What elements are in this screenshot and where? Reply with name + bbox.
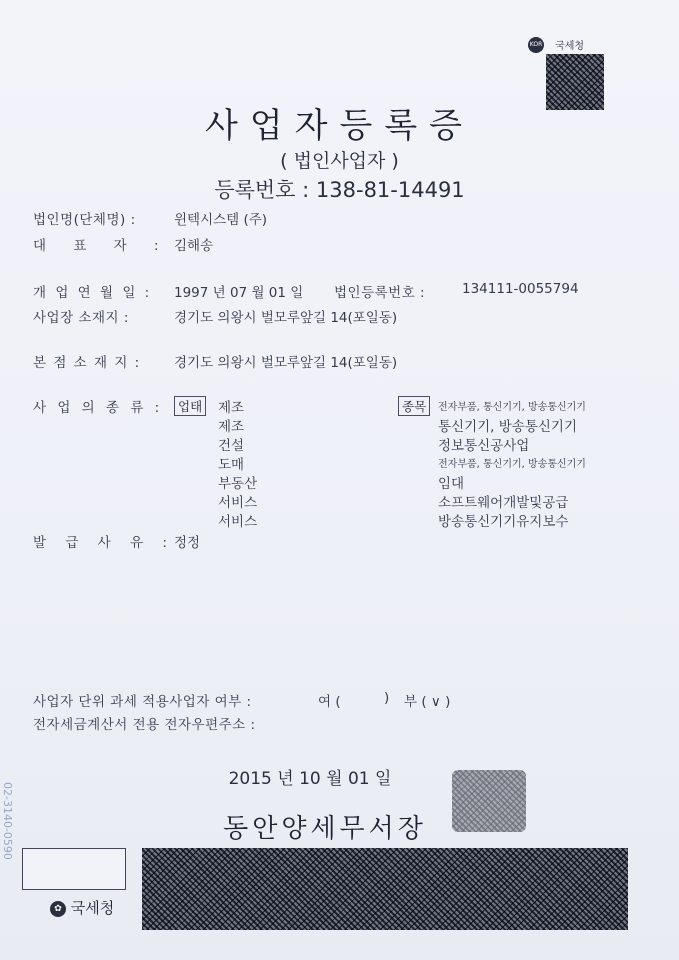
site-address-label: 사업장 소재지 :	[33, 310, 129, 326]
corp-name-label: 법인명(단체명) :	[33, 212, 136, 228]
jongmok-box-label: 종목	[398, 396, 430, 416]
uptae-item: 도매	[218, 457, 245, 473]
business-type-label: 사 업 의 종 류 :	[33, 400, 160, 416]
rep-value: 김해송	[174, 238, 214, 254]
corp-reg-no-label: 법인등록번호 :	[334, 285, 426, 301]
hq-address-label: 본 점 소 재 지 :	[33, 355, 140, 371]
reg-number-label: 등록번호 :	[214, 178, 310, 202]
open-date-value: 1997 년 07 월 01 일	[174, 285, 304, 301]
nts-logo-icon: ✿	[50, 901, 66, 917]
jongmok-item: 방송통신기기유지보수	[438, 514, 569, 530]
uptae-item: 서비스	[218, 514, 258, 530]
uptae-item: 건설	[218, 438, 245, 454]
bottom-logo-label: 국세청	[70, 899, 115, 917]
top-seal-label: 국세청	[555, 41, 585, 52]
jongmok-item: 임대	[438, 476, 465, 492]
jongmok-item: 소프트웨어개발및공급	[438, 495, 569, 511]
e-tax-email-label: 전자세금계산서 전용 전자우편주소 :	[33, 717, 256, 733]
page-title: 사업자등록증	[204, 106, 475, 146]
unit-tax-label: 사업자 단위 과세 적용사업자 여부 :	[33, 694, 252, 710]
issuing-office: 동안양세무서장	[223, 814, 427, 844]
registration-number	[0, 174, 679, 204]
jongmok-item: 정보통신공사업	[438, 438, 530, 454]
issue-date: 2015 년 10 월 01 일	[228, 769, 392, 789]
page-subtitle: ( 법인사업자 )	[280, 150, 399, 172]
official-seal-stamp	[452, 770, 526, 832]
open-date-label: 개 업 연 월 일 :	[33, 285, 150, 301]
reg-number-value: 138-81-14491	[315, 178, 465, 202]
handwritten-phone: 02-3140-0590	[1, 782, 14, 860]
site-address-value: 경기도 의왕시 벌모루앞길 14(포일동)	[174, 310, 398, 326]
hq-address-value: 경기도 의왕시 벌모루앞길 14(포일동)	[174, 355, 398, 371]
unit-tax-yes-close: )	[384, 690, 390, 706]
uptae-item: 제조	[218, 400, 245, 416]
uptae-box-label: 업태	[174, 396, 206, 416]
bottom-blank-box	[22, 848, 126, 890]
jongmok-item: 전자부품, 통신기기, 방송통신기기	[438, 459, 586, 470]
unit-tax-no: 부 ( ∨ )	[404, 694, 451, 710]
uptae-item: 제조	[218, 419, 245, 435]
rep-label: 대 표 자 :	[33, 238, 160, 254]
corp-name-value: 윈텍시스템 (주)	[174, 212, 268, 228]
jongmok-item: 전자부품, 통신기기, 방송통신기기	[438, 402, 586, 413]
jongmok-item: 통신기기, 방송통신기기	[438, 419, 577, 435]
kor-seal-icon: KOR	[528, 37, 544, 53]
bottom-barcode	[142, 848, 628, 930]
bottom-logo	[50, 897, 114, 918]
issue-reason-label: 발 급 사 유 :	[33, 535, 168, 551]
unit-tax-yes: 여 (	[318, 694, 341, 710]
uptae-item: 부동산	[218, 476, 258, 492]
corp-reg-no-value: 134111-0055794	[462, 281, 579, 297]
uptae-item: 서비스	[218, 495, 258, 511]
issue-reason-value: 정정	[174, 535, 201, 551]
